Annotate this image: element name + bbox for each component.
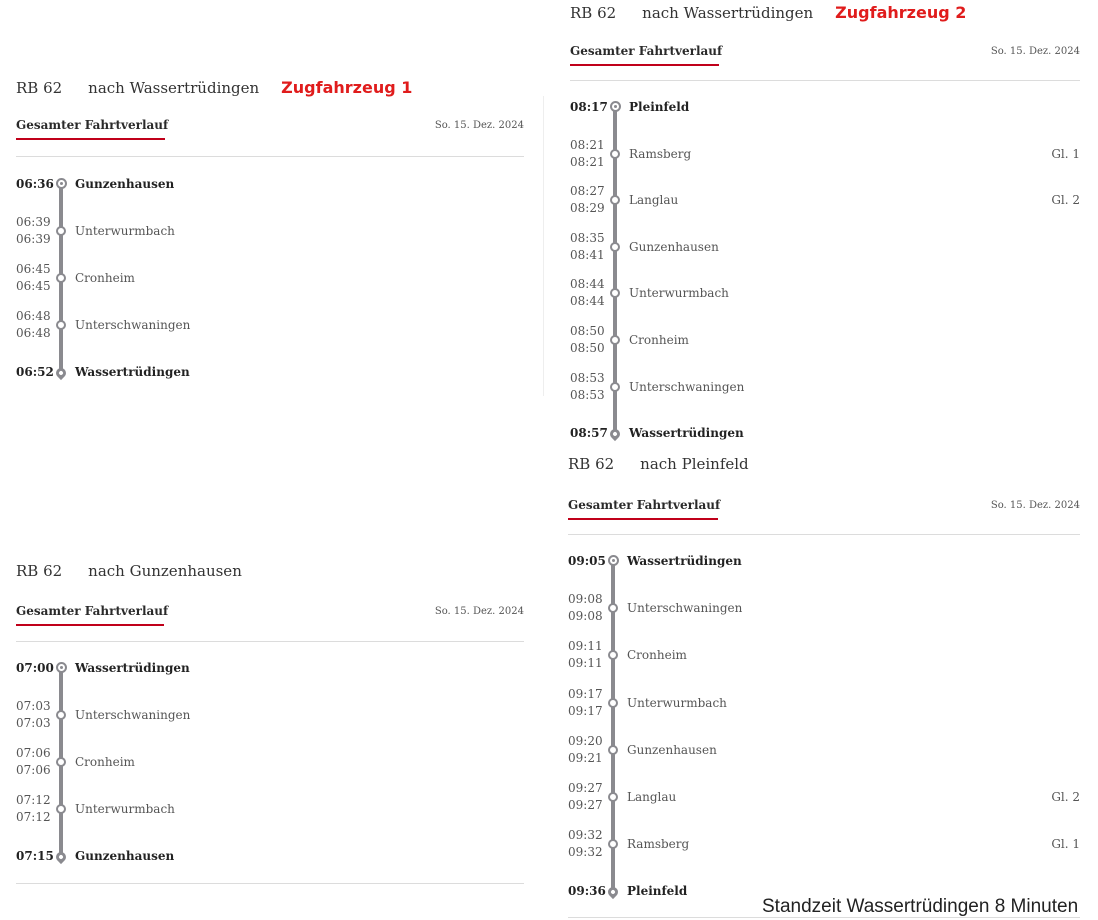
- stop-time: 09:20: [568, 733, 603, 748]
- stop-row[interactable]: [568, 591, 1080, 625]
- stop-time: 07:06: [16, 763, 51, 777]
- stop-times: [16, 849, 54, 863]
- station-name[interactable]: Wassertrüdingen: [627, 554, 742, 568]
- stop-row[interactable]: [570, 276, 1080, 310]
- stop-node-icon: [56, 320, 66, 330]
- destination-pin-icon: [54, 366, 68, 380]
- stop-row[interactable]: [16, 214, 524, 248]
- stop-node-icon: [608, 650, 618, 660]
- destination: nach Pleinfeld: [640, 455, 749, 473]
- trip-panel: [16, 562, 524, 876]
- stop-times: [568, 638, 603, 672]
- station-name[interactable]: Unterwurmbach: [75, 224, 175, 238]
- trip-header: [568, 455, 749, 473]
- station-name[interactable]: Wassertrüdingen: [629, 426, 744, 441]
- stop-times: [568, 554, 606, 568]
- stop-row[interactable]: [570, 183, 1080, 217]
- stop-times: [570, 183, 605, 217]
- trip-header: [570, 3, 966, 22]
- stop-row[interactable]: [16, 355, 524, 389]
- stop-time: 09:32: [568, 845, 603, 860]
- station-name[interactable]: Unterwurmbach: [629, 286, 729, 301]
- station-name[interactable]: Gunzenhausen: [627, 742, 717, 757]
- stop-time: 07:12: [16, 810, 51, 824]
- stop-times: [568, 733, 603, 767]
- stop-time: 09:32: [568, 828, 603, 843]
- tab-gesamter-fahrtverlauf[interactable]: Gesamter Fahrtverlauf: [16, 118, 169, 132]
- station-name[interactable]: Wassertrüdingen: [75, 365, 190, 379]
- stop-time: 08:21: [570, 154, 605, 169]
- station-name[interactable]: Unterwurmbach: [75, 802, 175, 816]
- origin-node-icon: [56, 662, 67, 673]
- destination: nach Gunzenhausen: [88, 562, 242, 580]
- stop-time: 07:03: [16, 699, 51, 713]
- stop-row[interactable]: [568, 733, 1080, 767]
- stop-times: [16, 365, 54, 379]
- trip-date: So. 15. Dez. 2024: [434, 606, 524, 617]
- stop-time: 08:57: [570, 426, 608, 441]
- stop-time: 08:17: [570, 100, 608, 114]
- stop-node-icon: [610, 149, 620, 159]
- stop-time: 06:39: [16, 215, 51, 229]
- station-name[interactable]: Gunzenhausen: [75, 177, 175, 191]
- stop-node-icon: [608, 603, 618, 613]
- stop-time: 06:45: [16, 279, 51, 293]
- stop-time: 08:35: [570, 230, 605, 245]
- stop-row[interactable]: [570, 323, 1080, 357]
- stop-node-icon: [610, 242, 620, 252]
- stop-time: 09:36: [568, 884, 606, 899]
- stop-times: [16, 698, 51, 732]
- station-name[interactable]: Wassertrüdingen: [75, 661, 190, 675]
- stop-time: 06:48: [16, 326, 51, 340]
- stop-node-icon: [56, 804, 66, 814]
- divider: [16, 156, 524, 157]
- stop-node-icon: [608, 698, 618, 708]
- stop-node-icon: [610, 382, 620, 392]
- track-number: Gl. 2: [1051, 790, 1080, 804]
- station-name[interactable]: Cronheim: [75, 755, 135, 769]
- tab-underline: [16, 138, 165, 140]
- origin-node-icon: [610, 101, 621, 112]
- trip-panel: [570, 3, 1080, 453]
- destination-pin-icon: [608, 427, 622, 441]
- stop-row[interactable]: [568, 638, 1080, 672]
- trip-panel: [568, 455, 1080, 911]
- stop-row[interactable]: [570, 370, 1080, 404]
- stop-time: 08:53: [570, 370, 605, 385]
- stop-time: 09:27: [568, 781, 603, 795]
- stop-times: [570, 276, 605, 310]
- stop-row[interactable]: [570, 90, 1080, 124]
- divider: [16, 883, 524, 884]
- stop-times: [570, 426, 608, 440]
- station-name[interactable]: Unterschwaningen: [75, 708, 191, 722]
- tab-gesamter-fahrtverlauf[interactable]: Gesamter Fahrtverlauf: [16, 604, 169, 618]
- tab-underline: [568, 518, 718, 520]
- station-name[interactable]: Unterschwaningen: [75, 318, 191, 332]
- tab-underline: [570, 64, 719, 66]
- stop-row[interactable]: [16, 308, 524, 342]
- tab-gesamter-fahrtverlauf[interactable]: Gesamter Fahrtverlauf: [570, 44, 723, 58]
- destination: nach Wassertrüdingen: [642, 4, 814, 22]
- stop-row[interactable]: [16, 698, 524, 732]
- tab-underline: [16, 624, 164, 626]
- stop-time: 08:44: [570, 294, 605, 309]
- stop-times: [568, 591, 603, 625]
- stop-time: 08:27: [570, 184, 605, 199]
- line-name: RB 62: [16, 79, 63, 97]
- trip-header: [16, 562, 242, 580]
- station-name[interactable]: Cronheim: [75, 271, 135, 285]
- stop-times: [16, 177, 54, 191]
- stop-node-icon: [608, 839, 618, 849]
- stop-time: 09:17: [568, 686, 603, 701]
- stop-time: 07:15: [16, 849, 54, 863]
- station-name[interactable]: Unterschwaningen: [627, 601, 743, 616]
- tab-gesamter-fahrtverlauf[interactable]: Gesamter Fahrtverlauf: [568, 498, 721, 512]
- station-name[interactable]: Ramsberg: [627, 837, 690, 852]
- station-name[interactable]: Langlau: [627, 790, 677, 804]
- stop-time: 09:11: [568, 656, 603, 671]
- trip-date: So. 15. Dez. 2024: [434, 120, 524, 131]
- stop-node-icon: [610, 195, 620, 205]
- station-name[interactable]: Ramsberg: [629, 146, 692, 161]
- stop-time: 06:48: [16, 309, 51, 323]
- station-name[interactable]: Unterschwaningen: [629, 379, 745, 394]
- stop-time: 08:41: [570, 247, 605, 262]
- stop-time: 07:06: [16, 746, 51, 760]
- stop-node-icon: [608, 745, 618, 755]
- divider: [16, 641, 524, 642]
- stop-time: 09:27: [568, 798, 603, 812]
- line-name: RB 62: [16, 562, 63, 580]
- station-name[interactable]: Pleinfeld: [629, 100, 690, 114]
- stop-times: [16, 661, 54, 675]
- stop-time: 09:08: [568, 609, 603, 624]
- trip-header: [16, 78, 412, 97]
- stop-time: 06:45: [16, 262, 51, 276]
- stop-row[interactable]: [568, 686, 1080, 720]
- stop-node-icon: [56, 757, 66, 767]
- origin-node-icon: [608, 555, 619, 566]
- stop-time: 07:12: [16, 793, 51, 807]
- destination: nach Wassertrüdingen: [88, 79, 260, 97]
- track-number: Gl. 1: [1051, 837, 1080, 852]
- stop-times: [568, 827, 603, 861]
- stop-times: [568, 780, 603, 814]
- stop-times: [570, 137, 605, 171]
- stop-node-icon: [56, 273, 66, 283]
- stop-row[interactable]: [16, 167, 524, 201]
- origin-node-icon: [56, 178, 67, 189]
- trip-date: So. 15. Dez. 2024: [990, 46, 1080, 57]
- station-name[interactable]: Cronheim: [627, 648, 687, 663]
- stop-times: [16, 308, 51, 342]
- line-name: RB 62: [570, 4, 617, 22]
- trip-date: So. 15. Dez. 2024: [990, 500, 1080, 511]
- stop-node-icon: [610, 288, 620, 298]
- stop-time: 09:11: [568, 639, 603, 654]
- layover-note: Standzeit Wassertrüdingen 8 Minuten: [762, 896, 1079, 917]
- divider: [570, 80, 1080, 81]
- station-name[interactable]: Gunzenhausen: [75, 849, 175, 863]
- line-name: RB 62: [568, 455, 615, 473]
- station-name[interactable]: Cronheim: [629, 333, 689, 347]
- stop-row[interactable]: [570, 230, 1080, 264]
- stop-times: [568, 686, 603, 720]
- stop-node-icon: [610, 335, 620, 345]
- trip-panel: [16, 78, 524, 392]
- stop-time: 07:00: [16, 661, 54, 675]
- stop-row[interactable]: [568, 780, 1080, 814]
- track-number: Gl. 1: [1051, 146, 1080, 161]
- stop-time: 09:05: [568, 554, 606, 568]
- stop-row[interactable]: [16, 651, 524, 685]
- vehicle-tag: Zugfahrzeug 1: [281, 78, 413, 97]
- stop-times: [16, 745, 51, 779]
- station-name[interactable]: Langlau: [629, 193, 679, 208]
- stop-time: 08:44: [570, 277, 605, 292]
- destination-pin-icon: [54, 850, 68, 864]
- stop-row[interactable]: [568, 544, 1080, 578]
- stop-times: [568, 884, 606, 898]
- stop-times: [570, 230, 605, 264]
- stop-row[interactable]: [16, 792, 524, 826]
- stop-times: [570, 100, 608, 114]
- stop-time: 08:29: [570, 201, 605, 216]
- stop-times: [570, 370, 605, 404]
- vehicle-tag: Zugfahrzeug 2: [835, 3, 967, 22]
- station-name[interactable]: Pleinfeld: [627, 884, 688, 899]
- stop-row[interactable]: [16, 261, 524, 295]
- column-separator: [543, 96, 544, 396]
- stop-row[interactable]: [570, 137, 1080, 171]
- stop-times: [570, 323, 605, 357]
- stop-row[interactable]: [16, 745, 524, 779]
- stop-times: [16, 214, 51, 248]
- stop-time: 06:52: [16, 365, 54, 379]
- stop-time: 09:17: [568, 703, 603, 718]
- stop-times: [16, 792, 51, 826]
- stop-row[interactable]: [570, 416, 1080, 450]
- stop-times: [16, 261, 51, 295]
- stop-node-icon: [608, 792, 618, 802]
- track-number: Gl. 2: [1051, 193, 1080, 208]
- stop-node-icon: [56, 226, 66, 236]
- station-name[interactable]: Unterwurmbach: [627, 695, 727, 710]
- destination-pin-icon: [606, 885, 620, 899]
- stop-time: 08:53: [570, 387, 605, 402]
- stop-time: 09:08: [568, 592, 603, 607]
- stop-time: 09:21: [568, 750, 603, 765]
- stop-time: 06:36: [16, 177, 54, 191]
- stop-time: 07:03: [16, 716, 51, 730]
- stop-time: 08:21: [570, 137, 605, 152]
- station-name[interactable]: Gunzenhausen: [629, 239, 719, 254]
- stop-time: 06:39: [16, 232, 51, 246]
- stop-time: 08:50: [570, 324, 605, 338]
- divider: [568, 534, 1080, 535]
- stop-row[interactable]: [16, 839, 524, 873]
- stop-node-icon: [56, 710, 66, 720]
- stop-time: 08:50: [570, 341, 605, 355]
- stop-row[interactable]: [568, 827, 1080, 861]
